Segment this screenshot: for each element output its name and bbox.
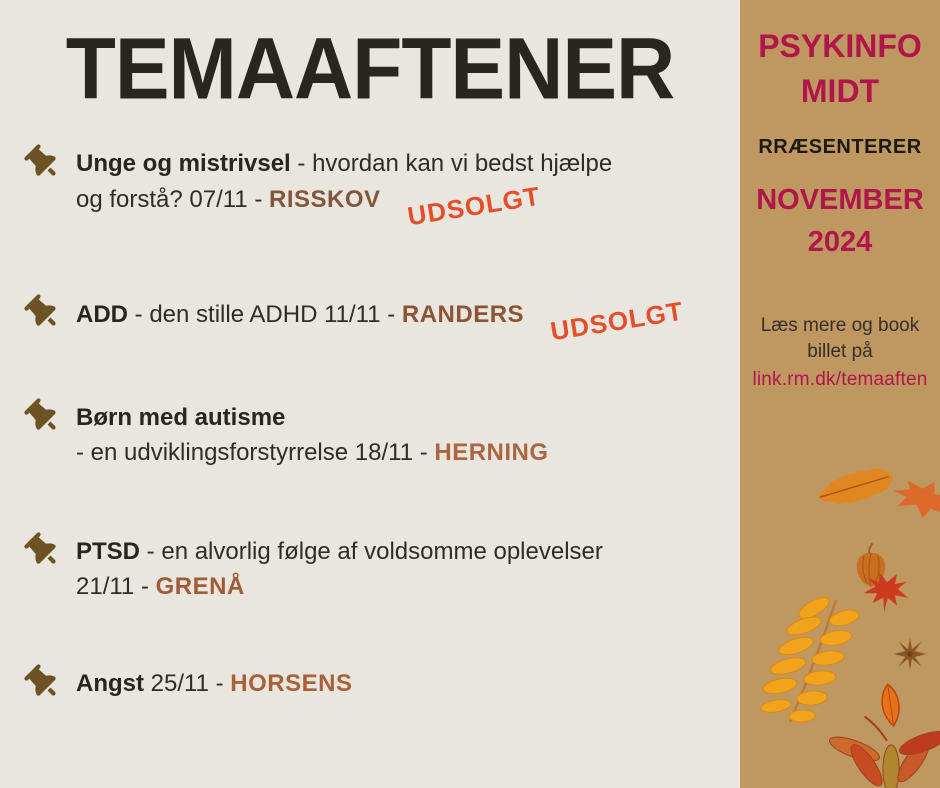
event-city: RISSKOV <box>269 186 381 213</box>
event-text <box>76 666 720 701</box>
event-add <box>0 295 740 347</box>
physalis-fruit-icon <box>852 542 890 593</box>
event-angst <box>0 666 740 701</box>
year-label: 2024 <box>807 226 873 258</box>
presents-label: RRÆSENTERER <box>758 136 922 158</box>
event-description: - hvordan kan vi bedst hjælpe <box>290 150 613 177</box>
cta-text <box>740 313 940 365</box>
brand-line1: PSYKINFO <box>758 28 922 64</box>
event-title: PTSD <box>76 538 141 565</box>
event-description: - den stille ADHD 11/11 - <box>128 301 402 328</box>
event-date: og forstå? 07/11 - <box>76 186 270 213</box>
brand-line2: MIDT <box>800 73 880 109</box>
pushpin-icon <box>26 534 60 568</box>
event-date: - en udviklingsforstyrrelse 18/11 - <box>76 439 435 466</box>
small-leaf-icon <box>873 680 910 735</box>
event-text <box>76 400 720 470</box>
red-maple-leaf-icon <box>855 565 916 622</box>
rowan-leaf-icon <box>750 596 862 731</box>
event-title: Angst <box>76 670 144 697</box>
pushpin-icon <box>26 146 60 180</box>
poster-title: TEMAAFTENER <box>65 21 675 118</box>
event-city: HERNING <box>434 439 549 466</box>
month-label: NOVEMBER <box>756 184 924 216</box>
brand-logo <box>740 24 940 114</box>
oak-leaf-icon <box>809 455 903 523</box>
event-date: 25/11 - <box>144 670 231 697</box>
event-ptsd <box>0 534 740 604</box>
star-anise-icon <box>892 636 928 677</box>
event-city: HORSENS <box>230 670 353 697</box>
event-text <box>76 534 720 604</box>
event-text <box>76 295 720 347</box>
soldout-badge: UDSOLGT <box>548 295 686 347</box>
event-title: Børn med autisme <box>76 404 286 431</box>
event-description: - en alvorlig følge af voldsomme oplevelser <box>140 538 603 565</box>
event-city: GRENÅ <box>155 573 245 600</box>
sidebar-panel <box>740 0 940 788</box>
pushpin-icon <box>26 296 60 330</box>
event-city: RANDERS <box>401 301 525 328</box>
pushpin-icon <box>26 666 60 700</box>
pushpin-icon <box>26 400 60 434</box>
event-boern-med-autisme <box>0 400 740 470</box>
cta-line1: Læs mere og book <box>760 315 920 336</box>
creeper-leaf-icon <box>828 712 940 788</box>
event-title: Unge og mistrivsel <box>76 150 291 177</box>
event-text <box>76 146 720 232</box>
event-date: 21/11 - <box>76 573 156 600</box>
event-unge-og-mistrivsel <box>0 146 740 232</box>
soldout-badge: UDSOLGT <box>404 180 543 232</box>
cta-line2: billet på <box>807 341 873 362</box>
event-title: ADD <box>76 301 128 328</box>
booking-link-text: link.rm.dk/temaaften <box>752 369 928 390</box>
month-year-label <box>740 179 940 263</box>
maple-fragment-icon <box>887 476 940 527</box>
